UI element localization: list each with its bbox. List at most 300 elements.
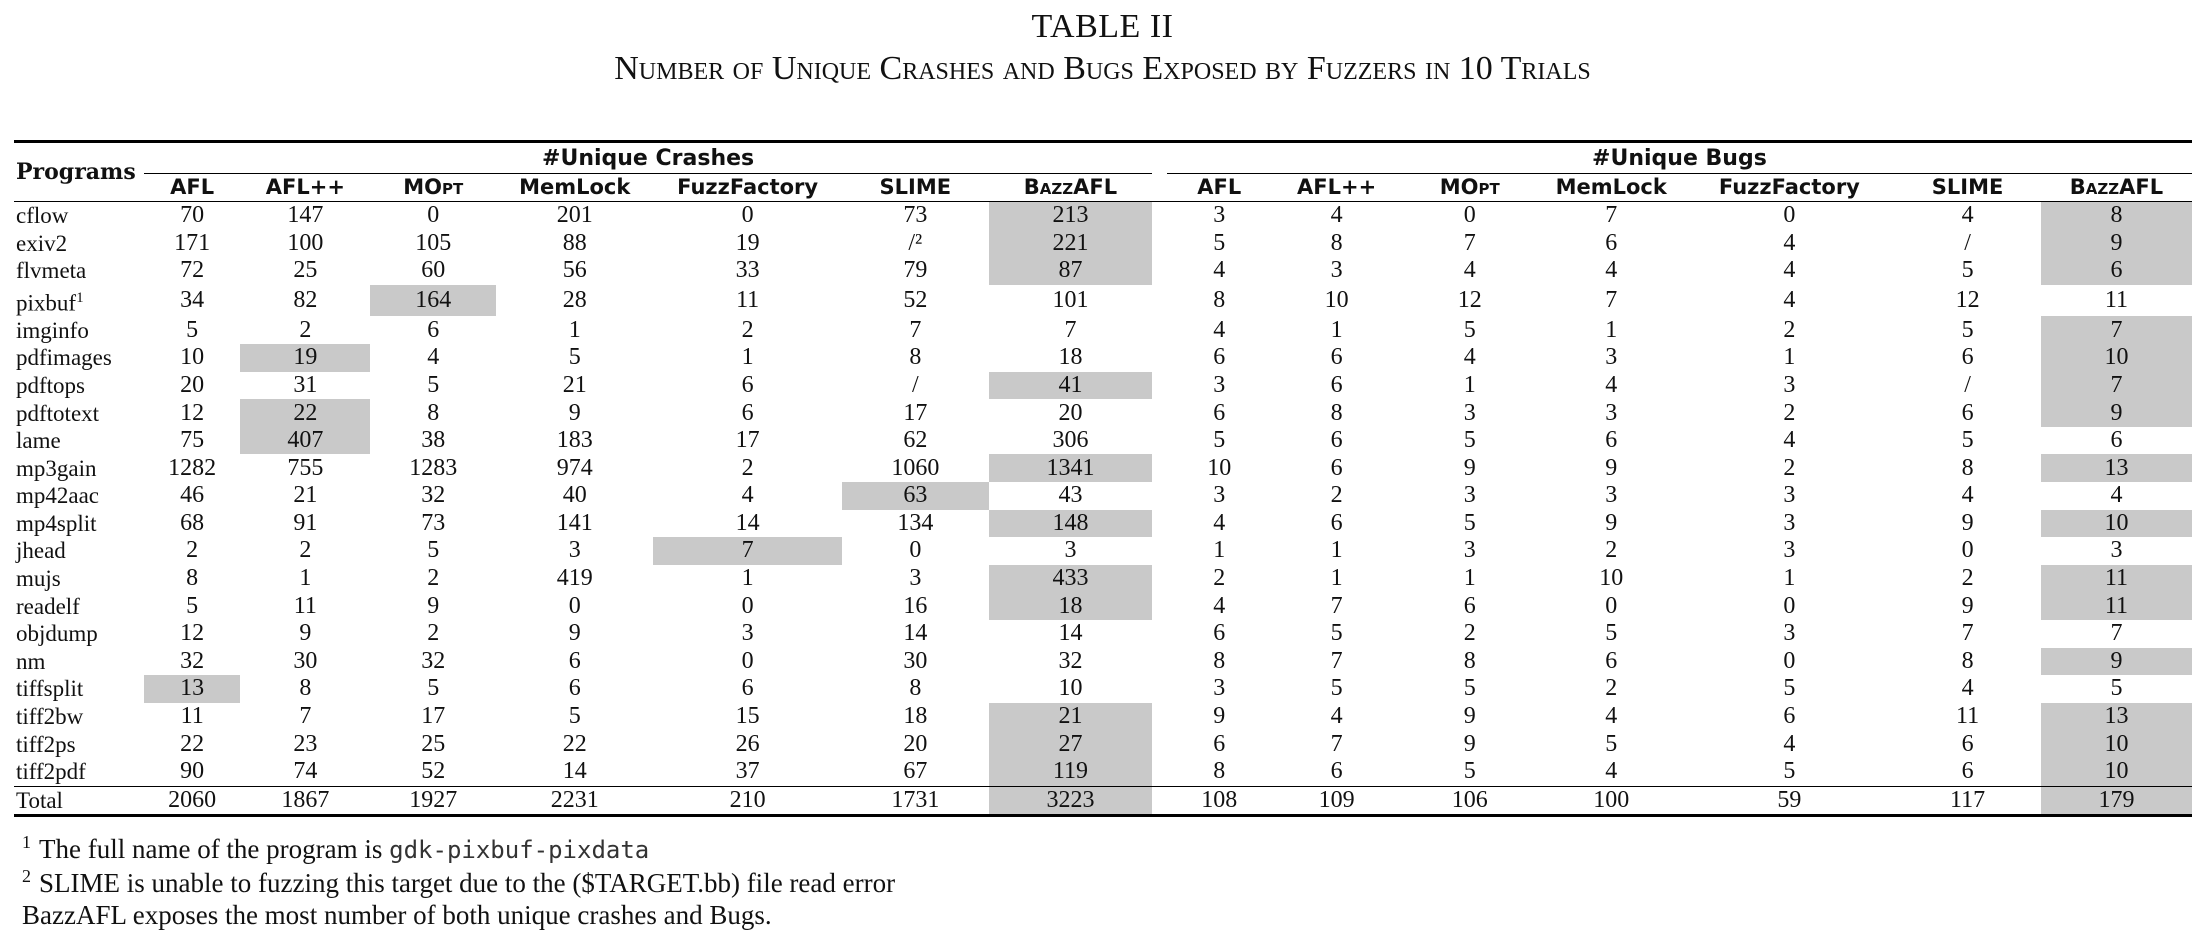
bug-cell: 10 (2041, 730, 2192, 758)
row-gap (1152, 399, 1167, 427)
program-label: mp4split (16, 510, 97, 536)
program-label: mp42aac (16, 483, 100, 509)
bug-cell: 6 (1213, 730, 1226, 757)
bug-cell: 4 (1961, 675, 1974, 702)
crash-cell: 30 (293, 647, 318, 674)
program-label: pdftops (16, 372, 85, 398)
crash-cell: 73 (842, 202, 989, 230)
crash-cell: 73 (421, 509, 446, 536)
crash-cell: 26 (735, 730, 760, 757)
bug-cell: 8 (1330, 399, 1343, 426)
program-label: cflow (16, 203, 69, 229)
program-label: Total (16, 787, 63, 813)
row-gap (1152, 565, 1167, 593)
bug-cell: 0 (1685, 202, 1895, 230)
bug-cell: 2 (1330, 482, 1343, 509)
table-row (14, 730, 2192, 758)
crash-cell: 1282 (168, 454, 217, 481)
crash-cell: 14 (562, 758, 587, 785)
bug-cell: / (1964, 371, 1971, 398)
crash-cell: 419 (556, 565, 593, 592)
crash-cell: 18 (1058, 344, 1083, 371)
crash-cell: 101 (1052, 287, 1089, 314)
row-gap (1152, 427, 1167, 455)
crash-cell: 3223 (989, 786, 1153, 816)
bug-cell: 5 (1330, 620, 1343, 647)
bug-cell: 6 (1213, 620, 1226, 647)
row-gap (1152, 510, 1167, 538)
crash-cell: 974 (556, 454, 593, 481)
bug-cell: 5 (1463, 758, 1476, 785)
bug-cell: 12 (1955, 287, 1980, 314)
bug-cell: 5 (1961, 257, 1974, 284)
bug-cell: 3 (1605, 344, 1618, 371)
bug-cell: 6 (2110, 427, 2123, 454)
program-name (14, 730, 144, 758)
crash-cell: 2231 (496, 786, 653, 816)
crash-cell: 11 (293, 592, 317, 619)
bug-cell: 3 (1167, 202, 1272, 230)
bug-cell: 0 (1961, 537, 1974, 564)
bug-cell: 4 (2110, 482, 2123, 509)
crash-cell: 56 (562, 257, 587, 284)
footnote-2-mark: 2 (22, 866, 31, 886)
program-name (14, 316, 144, 344)
table-row (14, 454, 2192, 482)
crash-cell: 5 (427, 537, 440, 564)
bug-cell: 4 (1783, 257, 1796, 284)
bug-cell: 10 (2041, 510, 2192, 538)
bug-cell: 5 (2110, 675, 2123, 702)
program-name (14, 285, 144, 317)
bug-cell: 6 (1961, 730, 1974, 757)
crash-cell: 2 (427, 565, 440, 592)
row-gap (1152, 202, 1167, 230)
bug-cell: 6 (1961, 399, 1974, 426)
table-subtitle: Number of Unique Crashes and Bugs Exposed by Fuzzers in 10 Trials (614, 50, 1591, 87)
crash-cell: 1867 (240, 786, 370, 816)
crash-cell: 0 (653, 202, 842, 230)
crash-cell: 17 (735, 427, 760, 454)
program-label: tiff2bw (16, 704, 84, 730)
row-gap (1152, 316, 1167, 344)
crash-cell: 4 (427, 344, 440, 371)
table-row (14, 537, 2192, 565)
table-title: TABLE II (1031, 8, 1174, 45)
bug-cell: 3 (1213, 482, 1226, 509)
bug-cell: 6 (1330, 758, 1343, 785)
crash-cell: 72 (180, 257, 205, 284)
crashes-col-mopt: MOpt (370, 174, 496, 202)
bug-cell: 2 (1213, 565, 1226, 592)
bug-cell: 5 (1463, 675, 1476, 702)
bug-cell: 4 (1605, 371, 1618, 398)
crash-cell: 2 (427, 620, 440, 647)
bug-cell: 6 (1605, 427, 1618, 454)
table-row (14, 675, 2192, 703)
bug-cell: 10 (1599, 565, 1624, 592)
crash-cell: 0 (741, 647, 754, 674)
bugs-col-slime: SLIME (1894, 174, 2041, 202)
table-row (14, 703, 2192, 731)
crash-cell: 0 (741, 592, 754, 619)
row-gap (1152, 648, 1167, 676)
crash-cell: 43 (1058, 482, 1083, 509)
crash-cell: 88 (562, 229, 587, 256)
bug-cell: 5 (1463, 316, 1476, 343)
bug-cell: 6 (2041, 257, 2192, 285)
bug-cell: 8 (1213, 287, 1226, 314)
program-name (14, 537, 144, 565)
program-label: imginfo (16, 317, 89, 343)
bug-cell: 7 (1961, 620, 1974, 647)
bug-cell: 3 (1330, 257, 1343, 284)
bug-cell: 4 (1272, 202, 1402, 230)
program-name (14, 202, 144, 230)
bugs-col-mopt: MOpt (1402, 174, 1538, 202)
bug-cell: 9 (2041, 399, 2192, 427)
crash-cell: 213 (989, 202, 1153, 230)
crash-cell: 21 (562, 371, 587, 398)
crash-cell: 1731 (842, 786, 989, 816)
bug-cell: 1 (1330, 316, 1343, 343)
crash-cell: 105 (415, 229, 452, 256)
crash-cell: 68 (180, 509, 205, 536)
table-row (14, 786, 2192, 816)
bug-cell: 4 (1783, 427, 1796, 454)
crash-cell: 3 (909, 565, 922, 592)
bug-cell: 1 (1783, 344, 1796, 371)
crash-cell: 67 (903, 758, 928, 785)
footnote-1 (22, 832, 649, 865)
crash-cell: 8 (427, 399, 440, 426)
crash-cell: 27 (989, 730, 1153, 758)
crash-cell: 7 (299, 703, 312, 730)
program-name (14, 592, 144, 620)
crash-cell: 11 (180, 703, 204, 730)
bug-cell: 3 (1213, 675, 1226, 702)
bug-cell: 2 (1961, 565, 1974, 592)
row-gap (1152, 230, 1167, 258)
program-name (14, 399, 144, 427)
crash-cell: 30 (903, 647, 928, 674)
crashes-col-slime: SLIME (842, 174, 989, 202)
bug-cell: 2 (1605, 537, 1618, 564)
program-label: pixbuf (16, 290, 77, 316)
program-name (14, 230, 144, 258)
bug-cell: 3 (1605, 399, 1618, 426)
crash-cell: 11 (736, 287, 760, 314)
crash-cell: 87 (989, 257, 1153, 285)
bug-cell: 6 (1330, 427, 1343, 454)
table-row (14, 285, 2192, 317)
table-row (14, 510, 2192, 538)
bug-cell: 2 (1783, 316, 1796, 343)
row-gap (1152, 592, 1167, 620)
crash-cell: 10 (180, 344, 205, 371)
footnote-1-text: The full name of the program is (39, 834, 383, 864)
crash-cell: 164 (370, 285, 496, 317)
crash-cell: 1 (741, 565, 754, 592)
program-name (14, 675, 144, 703)
crash-cell: 20 (1058, 399, 1083, 426)
crash-cell: 755 (287, 454, 324, 481)
program-label: tiffsplit (16, 676, 84, 702)
crash-cell: 5 (427, 371, 440, 398)
bug-cell: 7 (1330, 730, 1343, 757)
crashes-col-fuzzfactory: FuzzFactory (653, 174, 842, 202)
bug-cell: 4 (1213, 257, 1226, 284)
crash-cell: 14 (1058, 620, 1083, 647)
crash-cell: 22 (240, 399, 370, 427)
crash-cell: 9 (299, 620, 312, 647)
bugs-col-memlock: MemLock (1538, 174, 1685, 202)
crash-cell: 37 (735, 758, 760, 785)
crash-cell: 1341 (989, 454, 1153, 482)
bug-cell: 11 (2041, 565, 2192, 593)
program-label: pdftotext (16, 400, 100, 426)
bug-cell: 12 (1457, 287, 1482, 314)
bug-cell: 6 (1961, 344, 1974, 371)
crash-cell: 1060 (891, 454, 940, 481)
bug-cell: 9 (2041, 648, 2192, 676)
bug-cell: 10 (2041, 758, 2192, 786)
program-footnote-mark: 1 (76, 289, 84, 306)
crash-cell: 62 (903, 427, 928, 454)
bug-cell: 8 (1961, 454, 1974, 481)
crash-cell: 9 (427, 592, 440, 619)
program-label: nm (16, 648, 46, 674)
crash-cell: /² (908, 229, 923, 256)
bug-cell: 5 (1463, 509, 1476, 536)
bug-cell: 9 (1463, 703, 1476, 730)
bug-cell: 6 (1330, 344, 1343, 371)
table-row (14, 620, 2192, 648)
crash-cell: 201 (496, 202, 653, 230)
bug-cell: 106 (1402, 786, 1538, 816)
bug-cell: 7 (1330, 592, 1343, 619)
bug-cell: 4 (1894, 202, 2041, 230)
program-name (14, 427, 144, 455)
program-name (14, 648, 144, 676)
bugs-col-afl: AFL (1167, 174, 1272, 202)
bug-cell: 5 (1213, 229, 1226, 256)
program-label: mujs (16, 566, 61, 592)
crash-cell: 8 (909, 675, 922, 702)
bug-cell: 7 (2110, 620, 2123, 647)
bug-cell: 6 (1463, 592, 1476, 619)
table-remark: BazzAFL exposes the most number of both unique crashes and Bugs. (22, 900, 772, 930)
program-name (14, 482, 144, 510)
group-gap (1152, 142, 1167, 174)
bug-cell: 13 (2041, 703, 2192, 731)
program-label: lame (16, 428, 61, 454)
group-header-row (14, 142, 2192, 174)
bug-cell: 4 (1605, 257, 1618, 284)
program-name (14, 257, 144, 285)
bug-cell: 1 (1330, 537, 1343, 564)
bug-cell: 8 (1330, 229, 1343, 256)
table-row (14, 202, 2192, 230)
bug-cell: 4 (1213, 316, 1226, 343)
crashes-col-memlock: MemLock (496, 174, 653, 202)
bug-cell: 108 (1167, 786, 1272, 816)
bug-cell: 6 (1330, 509, 1343, 536)
bug-cell: 5 (1605, 620, 1618, 647)
crash-cell: 2060 (144, 786, 240, 816)
crash-cell: 2 (299, 316, 312, 343)
crash-cell: 52 (903, 287, 928, 314)
crash-cell: 0 (568, 592, 581, 619)
bug-cell: 9 (1463, 454, 1476, 481)
row-gap (1152, 482, 1167, 510)
bug-cell: 7 (1330, 647, 1343, 674)
crash-cell: 6 (568, 647, 581, 674)
bug-cell: 6 (1330, 371, 1343, 398)
bug-cell: 5 (1605, 730, 1618, 757)
table-row (14, 592, 2192, 620)
results-table-container (14, 140, 2192, 817)
bug-cell: 4 (1330, 703, 1343, 730)
program-name (14, 344, 144, 372)
table-row (14, 257, 2192, 285)
bug-cell: 6 (1783, 703, 1796, 730)
row-gap (1152, 344, 1167, 372)
program-name (14, 372, 144, 400)
bug-cell: 4 (1213, 509, 1226, 536)
table-row (14, 648, 2192, 676)
bug-cell: 9 (1961, 509, 1974, 536)
program-name (14, 703, 144, 731)
program-label: tiff2pdf (16, 759, 86, 785)
row-gap (1152, 372, 1167, 400)
bug-cell: 4 (1783, 730, 1796, 757)
bug-cell: 6 (1330, 454, 1343, 481)
bug-cell: 8 (1463, 647, 1476, 674)
bug-cell: 8 (2041, 202, 2192, 230)
crash-cell: 5 (186, 592, 199, 619)
crash-cell: 79 (903, 257, 928, 284)
bug-cell: 2 (1783, 454, 1796, 481)
bug-cell: 109 (1272, 786, 1402, 816)
bug-cell: 4 (1605, 758, 1618, 785)
program-name (14, 510, 144, 538)
table-row (14, 565, 2192, 593)
crash-cell: 82 (293, 287, 318, 314)
crash-cell: 25 (421, 730, 446, 757)
crash-cell: 8 (909, 344, 922, 371)
bug-cell: 3 (1783, 482, 1796, 509)
bug-cell: 3 (1463, 537, 1476, 564)
crash-cell: 28 (562, 287, 587, 314)
program-label: mp3gain (16, 455, 97, 481)
crash-cell: 17 (421, 703, 446, 730)
crash-cell: 91 (293, 509, 318, 536)
crash-cell: 18 (903, 703, 928, 730)
crash-cell: 19 (240, 344, 370, 372)
program-name (14, 565, 144, 593)
bug-cell: 0 (1783, 592, 1796, 619)
crashes-col-afl: AFL (144, 174, 240, 202)
program-label: readelf (16, 593, 80, 619)
footnote-1-mark: 1 (22, 832, 31, 852)
crash-cell: 22 (180, 730, 205, 757)
bug-cell: 9 (1463, 730, 1476, 757)
crash-cell: 5 (186, 316, 199, 343)
crash-cell: 19 (735, 229, 760, 256)
footnote-2 (22, 866, 895, 899)
crash-cell: 6 (741, 371, 754, 398)
bug-cell: 9 (2041, 230, 2192, 258)
crash-cell: 147 (240, 202, 370, 230)
bug-cell: 1 (1783, 565, 1796, 592)
bugs-col-bazzafl: BazzAFL (2041, 174, 2192, 202)
crash-cell: 6 (741, 675, 754, 702)
bug-cell: 100 (1538, 786, 1685, 816)
bug-cell: 8 (1961, 647, 1974, 674)
crash-cell: 75 (180, 427, 205, 454)
row-gap (1152, 730, 1167, 758)
crash-cell: 2 (186, 537, 199, 564)
bug-cell: 3 (1783, 509, 1796, 536)
crash-cell: 33 (735, 257, 760, 284)
bug-cell: 3 (1213, 371, 1226, 398)
bug-cell: 1 (1213, 537, 1226, 564)
crash-cell: 38 (421, 427, 446, 454)
bug-cell: 4 (1213, 592, 1226, 619)
bug-cell: 5 (1961, 427, 1974, 454)
bug-cell: 4 (1463, 257, 1476, 284)
bugs-col-fuzzfactory: FuzzFactory (1685, 174, 1895, 202)
crash-cell: 2 (741, 454, 754, 481)
crash-cell: 22 (562, 730, 587, 757)
crash-cell: 7 (653, 537, 842, 565)
bug-cell: 11 (1956, 703, 1980, 730)
bug-cell: 9 (1213, 703, 1226, 730)
bug-cell: 0 (1402, 202, 1538, 230)
crash-cell: 100 (287, 229, 324, 256)
programs-header: Programs (14, 142, 144, 202)
crash-cell: 8 (299, 675, 312, 702)
bug-cell: 117 (1894, 786, 2041, 816)
bug-cell: 11 (2104, 287, 2129, 314)
program-name (14, 758, 144, 786)
column-header-row (14, 174, 2192, 202)
bug-cell: 2 (1783, 399, 1796, 426)
bug-cell: 4 (1605, 703, 1618, 730)
table-row (14, 316, 2192, 344)
bug-cell: 7 (1463, 229, 1476, 256)
bug-cell: 5 (1330, 675, 1343, 702)
bug-cell: 7 (2041, 316, 2192, 344)
bug-cell: 5 (1961, 316, 1974, 343)
bug-cell: 6 (1605, 647, 1618, 674)
bug-cell: 6 (1961, 758, 1974, 785)
crash-cell: 90 (180, 758, 205, 785)
crash-cell: 4 (741, 482, 754, 509)
crash-cell: 16 (903, 592, 928, 619)
row-gap (1152, 703, 1167, 731)
crash-cell: 8 (186, 565, 199, 592)
crash-cell: 20 (903, 730, 928, 757)
crash-cell: 21 (989, 703, 1153, 731)
crash-cell: 40 (562, 482, 587, 509)
bug-cell: 10 (1324, 287, 1349, 314)
crash-cell: 141 (556, 509, 593, 536)
crash-cell: 41 (989, 372, 1153, 400)
crash-cell: 14 (735, 509, 760, 536)
bug-cell: 5 (1213, 427, 1226, 454)
